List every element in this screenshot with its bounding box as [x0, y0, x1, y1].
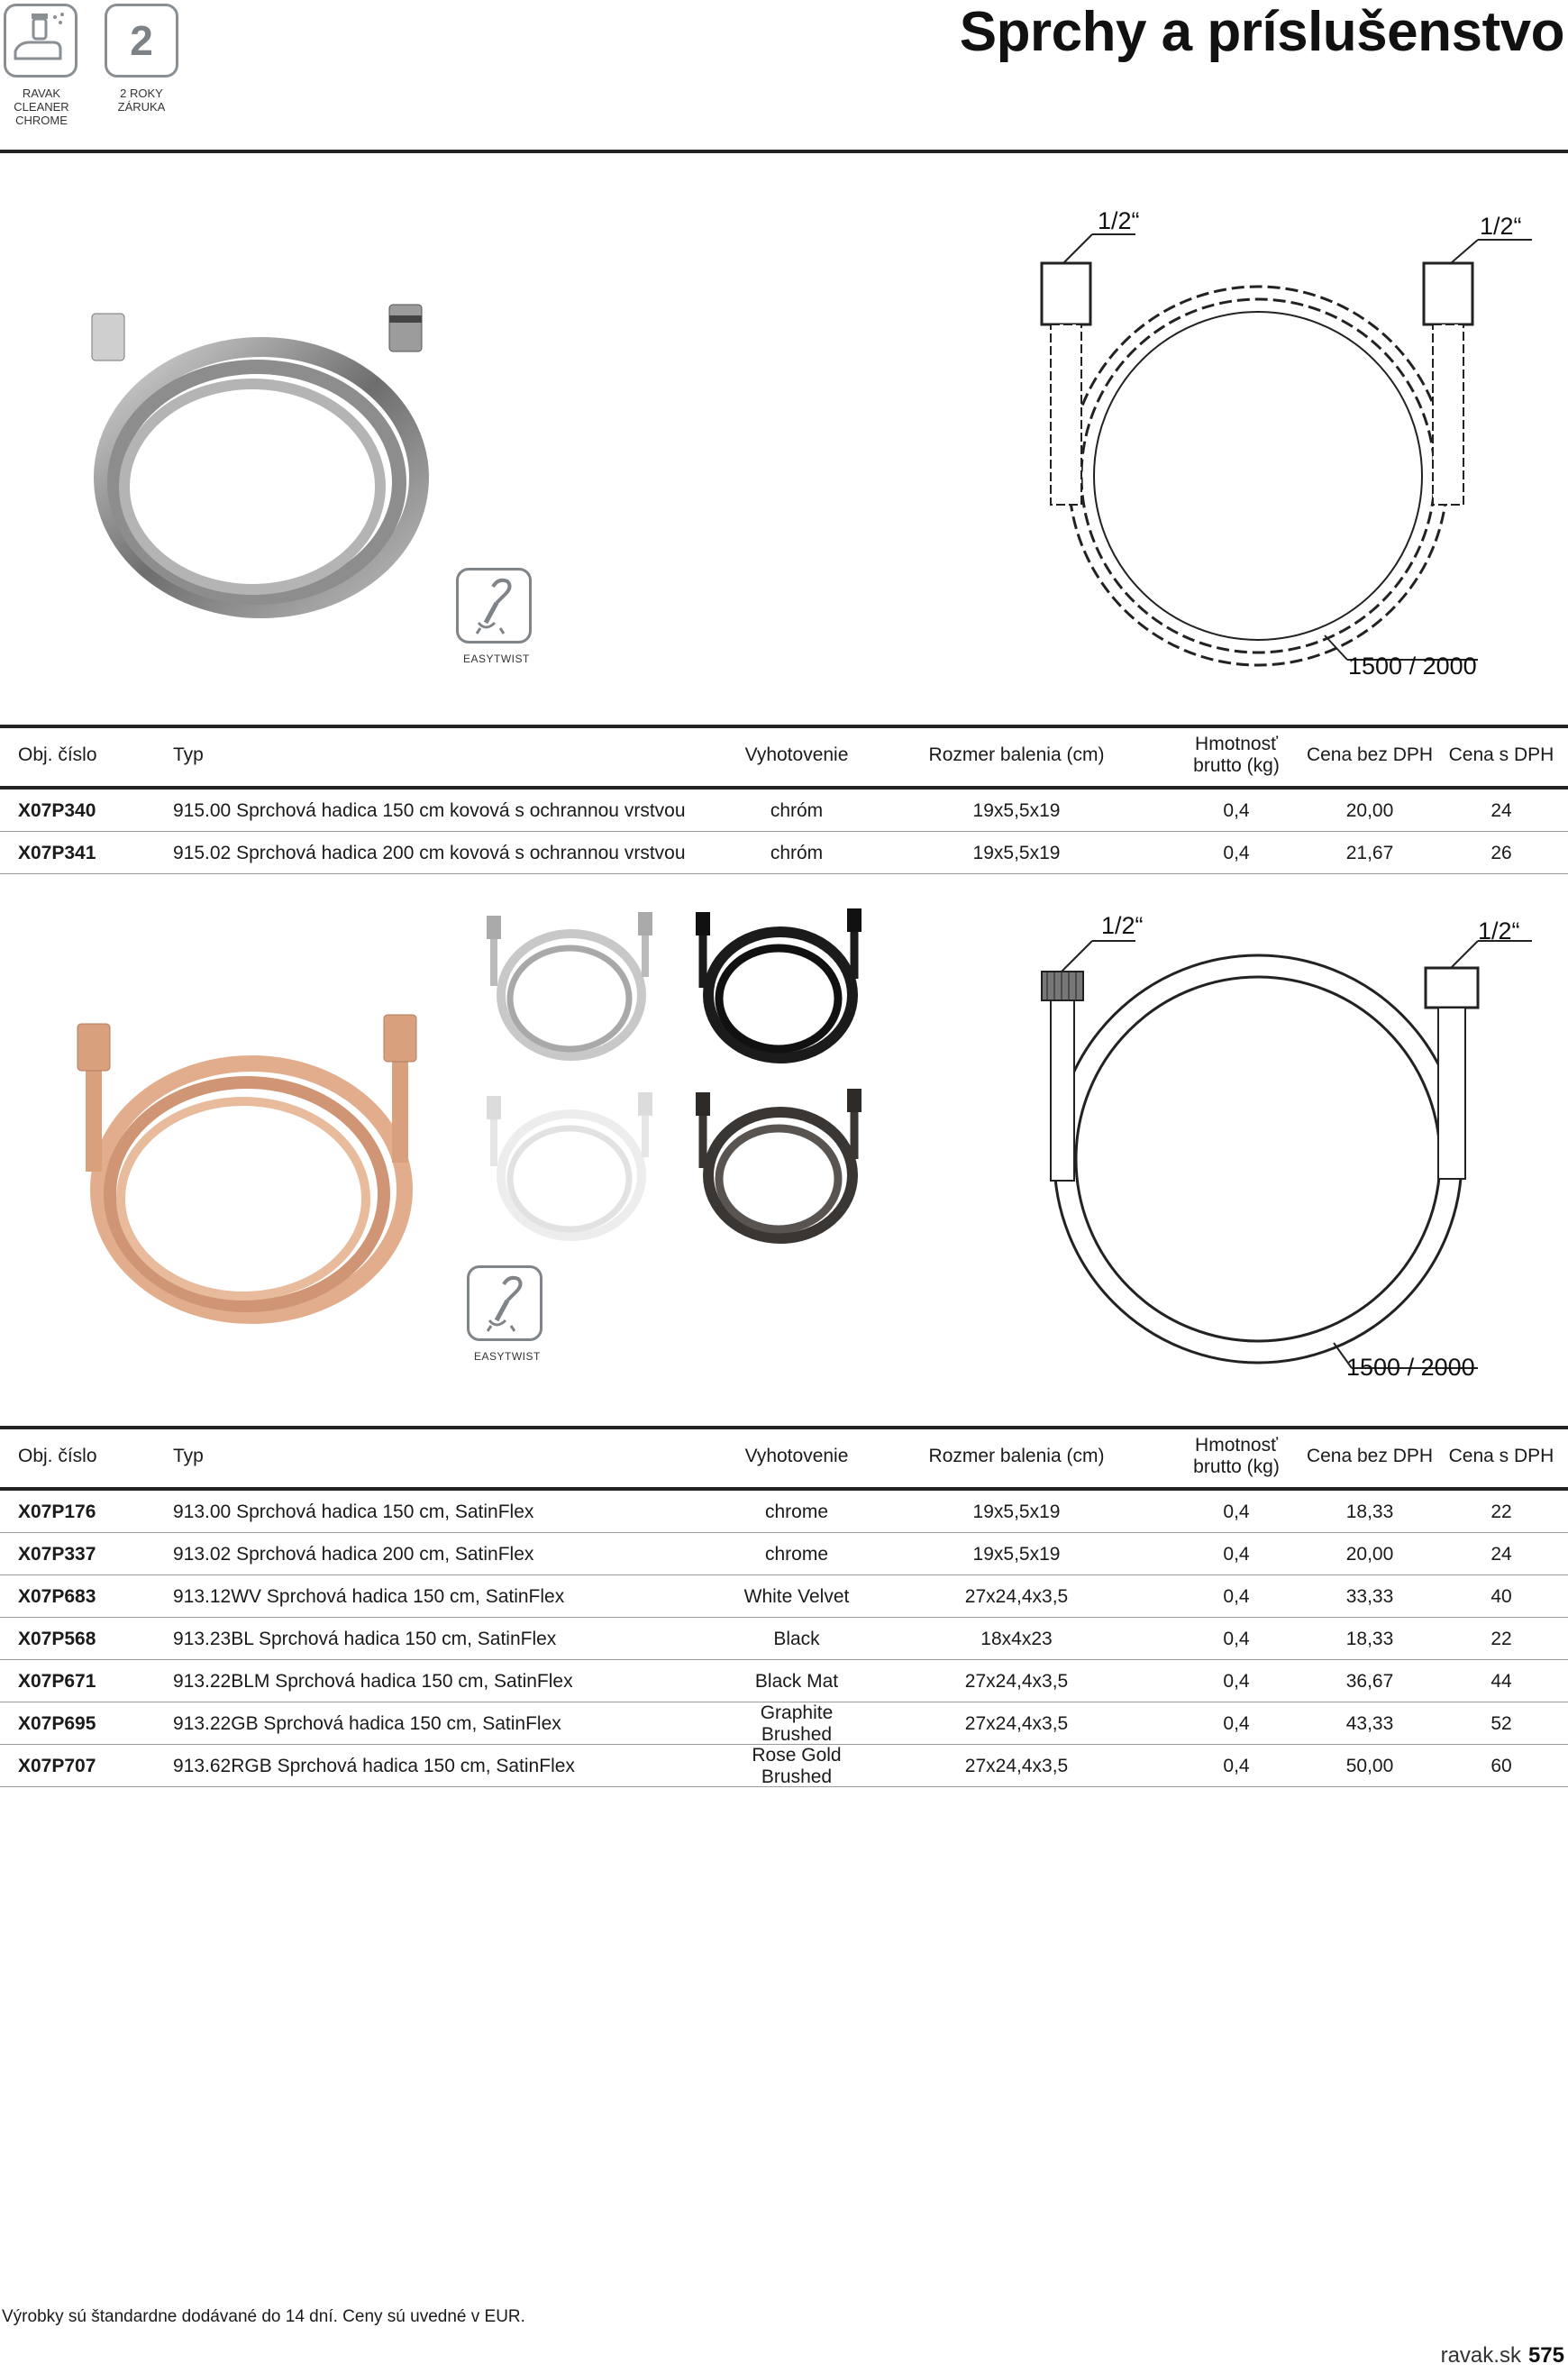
col-price-net-header: Cena bez DPH [1306, 744, 1434, 765]
row-code: X07P340 [18, 800, 96, 821]
col-size-header: Rozmer balenia (cm) [928, 1446, 1105, 1466]
cleaner-caption: RAVAK CLEANER CHROME [14, 87, 69, 127]
cleaner-badge [4, 4, 77, 78]
footer-note: Výrobky sú štandardne dodávané do 14 dní. Ceny sú uvedné v EUR. [2, 2307, 525, 2326]
row-type: 913.62RGB Sprchová hadica 150 cm, SatinFlex [173, 1756, 575, 1776]
col-price-gross-header: Cena s DPH [1448, 1446, 1554, 1466]
row-code: X07P176 [18, 1501, 96, 1522]
row-code: X07P568 [18, 1629, 96, 1649]
row-weight: 0,4 [1223, 1629, 1250, 1649]
cleaner-spray-icon [6, 6, 75, 75]
dim-left-label: 1/2“ [1098, 207, 1140, 234]
row-size: 19x5,5x19 [972, 1501, 1061, 1522]
table-row [0, 789, 1568, 832]
row-price-net: 21,67 [1345, 843, 1394, 863]
row-code: X07P337 [18, 1544, 96, 1565]
row-price-net: 33,33 [1345, 1586, 1394, 1607]
black-hose-thumb [690, 901, 867, 1069]
row-variant: Graphite Brushed [760, 1702, 834, 1745]
row-price-net: 18,33 [1345, 1501, 1394, 1522]
row-type: 913.12WV Sprchová hadica 150 cm, SatinFlex [173, 1586, 565, 1607]
row-variant: chrome [764, 1501, 829, 1522]
row-price-net: 50,00 [1345, 1756, 1394, 1776]
footer-site-link[interactable]: ravak.sk [1440, 2343, 1521, 2368]
row-price-net: 20,00 [1345, 1544, 1394, 1565]
col-type-header: Typ [173, 1446, 204, 1466]
row-price-net: 18,33 [1345, 1629, 1394, 1649]
col-type-header: Typ [173, 744, 204, 765]
row-type: 913.22BLM Sprchová hadica 150 cm, SatinFlex [173, 1671, 573, 1692]
table-row [0, 1533, 1568, 1575]
warranty-caption: 2 ROKY ZÁRUKA [117, 87, 166, 114]
row-variant: chrome [764, 1544, 829, 1565]
col-weight-header: Hmotnosť brutto (kg) [1193, 1435, 1280, 1477]
row-type: 913.22GB Sprchová hadica 150 cm, SatinFlex [173, 1713, 561, 1734]
row-size: 19x5,5x19 [972, 1544, 1061, 1565]
dim-left-label: 1/2“ [1101, 912, 1144, 939]
row-size: 19x5,5x19 [972, 843, 1061, 863]
row-size: 27x24,4x3,5 [964, 1586, 1069, 1607]
page-number: 575 [1527, 2343, 1564, 2368]
row-price-gross: 40 [1491, 1586, 1512, 1607]
chrome-hose-thumb [481, 905, 658, 1067]
table-row [0, 1660, 1568, 1702]
easytwist-caption: EASYTWIST [474, 1350, 541, 1363]
warranty-badge [105, 4, 178, 78]
col-code-header: Obj. číslo [18, 1446, 97, 1466]
row-price-gross: 24 [1491, 1544, 1512, 1565]
col-price-gross-header: Cena s DPH [1448, 744, 1554, 765]
table-row [0, 1618, 1568, 1660]
rose-gold-hose-photo [67, 1000, 427, 1325]
white-hose-thumb [481, 1085, 658, 1247]
row-weight: 0,4 [1223, 1713, 1250, 1734]
row-type: 913.23BL Sprchová hadica 150 cm, SatinFlex [173, 1629, 557, 1649]
footer-site [1441, 2343, 1564, 2368]
row-size: 27x24,4x3,5 [964, 1756, 1069, 1776]
row-price-gross: 24 [1491, 800, 1512, 821]
row-weight: 0,4 [1223, 1756, 1250, 1776]
row-size: 27x24,4x3,5 [964, 1713, 1069, 1734]
row-weight: 0,4 [1223, 843, 1250, 863]
row-variant: Black [773, 1629, 820, 1649]
row-price-net: 20,00 [1345, 800, 1394, 821]
graphite-hose-thumb [690, 1082, 867, 1249]
row-size: 19x5,5x19 [972, 800, 1061, 821]
page-title: Sprchy a príslušenstvo [959, 1, 1564, 63]
row-code: X07P695 [18, 1713, 96, 1734]
table-row [0, 1745, 1568, 1787]
table-row [0, 1491, 1568, 1533]
row-price-gross: 52 [1491, 1713, 1512, 1734]
dim-right-label: 1/2“ [1480, 213, 1522, 240]
col-code-header: Obj. číslo [18, 744, 97, 765]
col-variant-header: Vyhotovenie [744, 1446, 849, 1466]
row-variant: chróm [770, 843, 824, 863]
row-size: 18x4x23 [980, 1629, 1053, 1649]
dim-right-label: 1/2“ [1478, 917, 1520, 945]
header-divider [0, 150, 1568, 153]
row-code: X07P341 [18, 843, 96, 863]
table1-header [0, 728, 1568, 786]
row-code: X07P683 [18, 1586, 96, 1607]
metal-hose-photo [63, 279, 442, 631]
row-price-net: 43,33 [1345, 1713, 1394, 1734]
row-weight: 0,4 [1223, 800, 1250, 821]
col-size-header: Rozmer balenia (cm) [928, 744, 1105, 765]
row-variant: White Velvet [743, 1586, 850, 1607]
row-type: 913.02 Sprchová hadica 200 cm, SatinFlex [173, 1544, 534, 1565]
row-weight: 0,4 [1223, 1501, 1250, 1522]
row-code: X07P671 [18, 1671, 96, 1692]
metal-hose-drawing [1027, 207, 1568, 694]
row-price-gross: 26 [1491, 843, 1512, 863]
easytwist-icon [456, 568, 532, 643]
col-weight-header: Hmotnosť brutto (kg) [1193, 734, 1280, 776]
row-variant: Black Mat [754, 1671, 839, 1692]
row-weight: 0,4 [1223, 1671, 1250, 1692]
table-row [0, 1702, 1568, 1745]
row-price-gross: 22 [1491, 1629, 1512, 1649]
row-price-gross: 44 [1491, 1671, 1512, 1692]
dim-length-label: 1500 / 2000 [1348, 653, 1477, 680]
row-price-gross: 60 [1491, 1756, 1512, 1776]
satinflex-hose-drawing [1027, 905, 1568, 1392]
col-price-net-header: Cena bez DPH [1306, 1446, 1434, 1466]
row-code: X07P707 [18, 1756, 96, 1776]
easytwist-icon [467, 1265, 542, 1341]
table-row [0, 1575, 1568, 1618]
row-price-net: 36,67 [1345, 1671, 1394, 1692]
row-type: 915.00 Sprchová hadica 150 cm kovová s ochrannou vrstvou [173, 800, 686, 821]
table2-header [0, 1429, 1568, 1487]
dim-length-label: 1500 / 2000 [1346, 1354, 1475, 1381]
row-type: 915.02 Sprchová hadica 200 cm kovová s ochrannou vrstvou [173, 843, 686, 863]
row-size: 27x24,4x3,5 [964, 1671, 1069, 1692]
col-variant-header: Vyhotovenie [744, 744, 849, 765]
table-row [0, 832, 1568, 874]
row-price-gross: 22 [1491, 1501, 1512, 1522]
easytwist-caption: EASYTWIST [463, 653, 530, 665]
row-type: 913.00 Sprchová hadica 150 cm, SatinFlex [173, 1501, 534, 1522]
row-weight: 0,4 [1223, 1586, 1250, 1607]
warranty-2-icon: 2 [130, 17, 153, 64]
row-variant: chróm [770, 800, 824, 821]
row-weight: 0,4 [1223, 1544, 1250, 1565]
row-variant: Rose Gold Brushed [752, 1745, 842, 1787]
